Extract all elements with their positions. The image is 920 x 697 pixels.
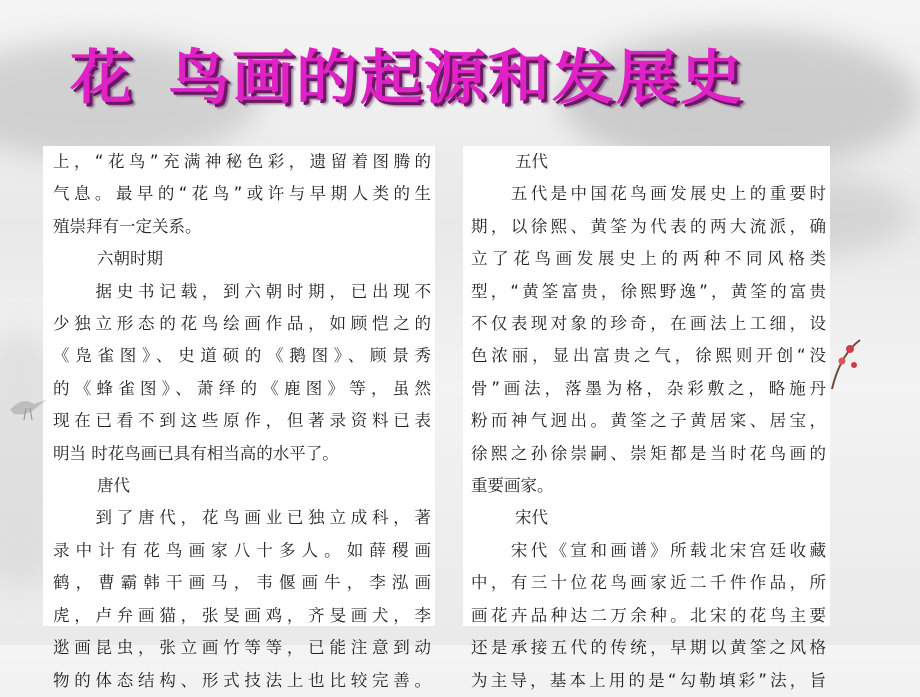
- text-line: 少独立形态的花鸟绘画作品，如顾恺之的: [53, 314, 431, 334]
- plum-branch-icon: [826, 335, 860, 395]
- text-line: 型，“黄筌富贵，徐熙野逸”，黄筌的富贵: [471, 281, 826, 301]
- text-line: 宋代《宣和画谱》所载北宋宫廷收藏: [471, 540, 826, 560]
- text-line: 气息。最早的“花鸟”或许与早期人类的生: [53, 184, 431, 204]
- text-line: 逖画昆虫，张立画竹等等，已能注意到动: [53, 638, 431, 658]
- text-line: 物的体态结构、形式技法上也比较完善。: [53, 670, 431, 690]
- text-line: 粉而神气迥出。黄筌之子黄居寀、居宝，: [471, 411, 826, 431]
- text-line: 明当 时花鸟画已具有相当高的水平了。: [53, 443, 339, 463]
- crane-icon: [8, 392, 48, 422]
- text-line: 期，以徐熙、黄筌为代表的两大流派，确: [471, 216, 826, 236]
- text-line: 中，有三十位花鸟画家近二千件作品，所: [471, 573, 826, 593]
- left-text-panel: [43, 146, 435, 690]
- text-line: 重要画家。: [471, 476, 554, 496]
- text-line: 现在已看不到这些原作，但著录资料已表: [53, 411, 431, 431]
- text-line: 的《蜂雀图》、萧绎的《鹿图》等，虽然: [53, 378, 431, 398]
- text-line: 徐熙之孙徐崇嗣、崇矩都是当时花鸟画的: [471, 443, 826, 463]
- right-text-panel: [463, 146, 830, 690]
- text-line: 骨”画法，落墨为格，杂彩敷之，略施丹: [471, 378, 826, 398]
- text-line: 色浓丽，显出富贵之气，徐熙则开创“没: [471, 346, 826, 366]
- text-line: 五代是中国花鸟画发展史上的重要时: [471, 184, 826, 204]
- title-part-1: 花: [70, 42, 135, 113]
- section-heading-wudai: 五代: [515, 152, 548, 171]
- page-title: [70, 31, 810, 126]
- text-line: 录中计有花鸟画家八十多人。如薛稷画: [53, 540, 431, 560]
- text-line: 画花卉品种达二万余种。北宋的花鸟主要: [471, 605, 826, 625]
- text-line: 上，“花鸟”充满神秘色彩，遗留着图腾的: [53, 152, 431, 171]
- section-heading-liuchao: 六朝时期: [97, 249, 163, 269]
- text-line: 还是承接五代的传统，早期以黄筌之风格: [471, 638, 826, 658]
- text-line: 到了唐代，花鸟画业已独立成科，著: [53, 508, 431, 528]
- section-heading-tang: 唐代: [97, 476, 130, 496]
- text-line: 鹤，曹霸韩干画马，韦偃画牛，李泓画: [53, 573, 431, 593]
- text-line: 立了花鸟画发展史上的两种不同风格类: [471, 249, 826, 269]
- text-line: 《凫雀图》、史道硕的《鹅图》、顾景秀: [53, 346, 431, 366]
- title-part-2: 鸟画的起源和发展史: [168, 42, 745, 113]
- section-heading-song: 宋代: [515, 508, 548, 528]
- text-line: 殖崇拜有一定关系。: [53, 216, 202, 236]
- text-line: 不仅表现对象的珍奇，在画法上工细，设: [471, 314, 826, 334]
- text-line: 为主导，基本上用的是“勾勒填彩”法，旨: [471, 670, 826, 690]
- text-line: 虎，卢弁画猫，张旻画鸡，齐旻画犬，李: [53, 605, 431, 625]
- text-line: 据史书记载，到六朝时期，已出现不: [53, 281, 431, 301]
